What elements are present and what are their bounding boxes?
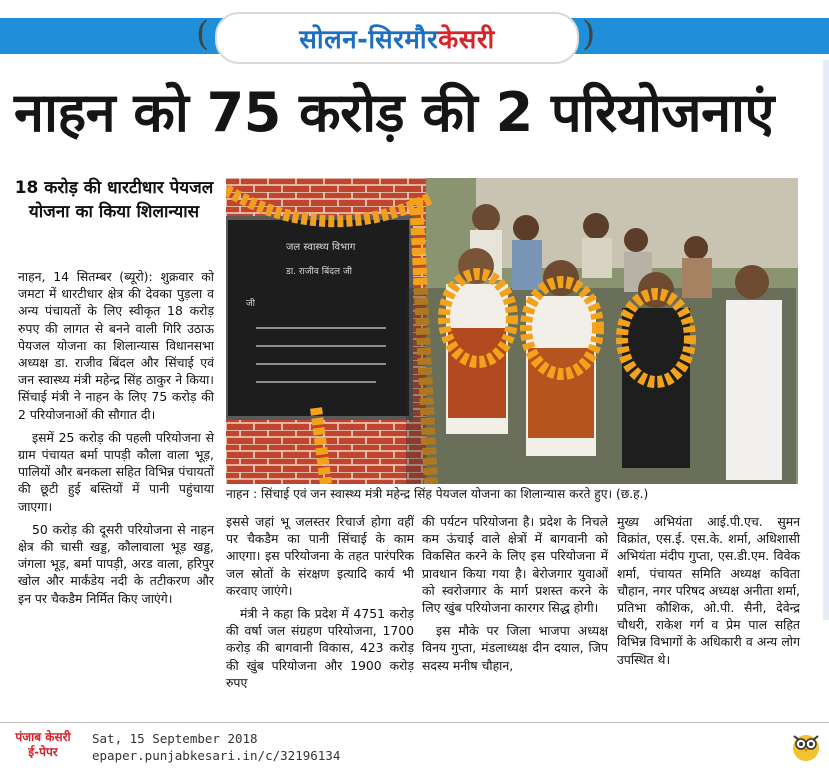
edition-date: Sat, 15 September 2018: [92, 731, 258, 746]
masthead-paren-right: ): [582, 14, 596, 54]
column-3: [422, 513, 608, 680]
brand-subtitle: ई-पेपर: [28, 745, 58, 759]
headline: नाहन को 75 करोड़ की 2 परियोजनाएं: [14, 81, 774, 144]
column-1: [18, 268, 214, 613]
brand-name: पंजाब केसरी: [15, 730, 71, 744]
photo-caption: नाहन : सिंचाई एवं जन स्वास्थ्य मंत्री महेन्द्र सिंह पेयजल योजना का शिलान्यास करते हुए। (छ.ह.): [226, 487, 649, 501]
paragraph: 50 करोड़ की दूसरी परियोजना से नाहन क्षेत्र की चासी खड्ड, कौलावाला भूड़ खड्ड, जंगला भूड़, बर्मा पापड़ी, अरड वाला, हरिपुर खोल और मार्कंडेय नदी के तटीकरण और इन पर चैकडैम निर्मित किए जाएंगे।: [18, 521, 214, 606]
paragraph: इससे जहां भू जलस्तर रिचार्ज होगा वहीं पर चैकडैम का पानी सिंचाई के काम आएगा। इस परियोजना के तहत पारंपरिक जल स्रोतों के संरक्षण इत्यादि कार्य भी करवाए जाएंगे।: [226, 514, 414, 598]
epaper-url[interactable]: epaper.punjabkesari.in/c/32196134: [92, 748, 341, 763]
paragraph: की पर्यटन परियोजना है। प्रदेश के निचले कम ऊंचाई वाले क्षेत्रों में बागवानी को विकसित करने के लिए इस परियोजना में प्रावधान किया गया है। बेरोजगार युवाओं को स्वरोजगार के मार्ग प्रशस्त करने के लिए खुंब परियोजना कारगर सिद्ध होगी।: [422, 514, 608, 616]
masthead: [215, 12, 579, 64]
paragraph: इसमें 25 करोड़ की पहली परियोजना से ग्राम पंचायत बर्मा पापड़ी कौला वाला भूड़, पालियों और बनकला सहित विभिन्न पंचायतों की छूटी हुई बस्तियों में पानी पहुंचाया जाएगा।: [18, 429, 214, 514]
adjacent-page-edge: [823, 60, 829, 620]
photo-illustration: [226, 178, 798, 484]
dateline: नाहन, 14 सितम्बर (ब्यूरो):: [18, 269, 153, 284]
owl-icon[interactable]: [791, 730, 821, 762]
plaque-text-2: डा. राजीव बिंदल जी: [286, 267, 352, 277]
brand-logo: [10, 730, 76, 762]
news-photo: [226, 178, 798, 484]
paragraph: [18, 268, 214, 423]
footer-info: [92, 730, 340, 764]
subhead: 18 करोड़ की धारटीधार पेयजल योजना का किया शिलान्यास: [14, 178, 214, 222]
masthead-paren-left: (: [196, 14, 210, 54]
plaque-text-1: जल स्वास्थ्य विभाग: [286, 242, 356, 253]
footer-divider: [0, 722, 829, 723]
paragraph: मुख्य अभियंता आई.पी.एच. सुमन विक्रांत, एस.ई. एस.के. शर्मा, अधिशासी अभियंता मंदीप गुप्ता, एस.डी.एम. विवेक शर्मा, पंचायत समिति अध्यक्ष कविता चौहान, नगर परिषद अध्यक्ष अनीता शर्मा, प्रतिभा कौशिक, ओ.पी. सैनी, देवेन्द्र चौधरी, राकेश गर्ग व प्रेम पाल सहित विभिन्न विभागों के अधिकारी व अन्य लोग उपस्थित थे।: [617, 514, 800, 667]
column-4: [617, 513, 800, 674]
column-2: [226, 513, 414, 697]
masthead-brand: केसरी: [438, 25, 495, 55]
paragraph: मंत्री ने कहा कि प्रदेश में 4751 करोड़ की वर्षा जल संग्रहण परियोजना, 1700 करोड़ की बागवानी विकास, 423 करोड़ की खुंब परियोजना और 1900 करोड़ रुपए: [226, 606, 414, 690]
paragraph: इस मौके पर जिला भाजपा अध्यक्ष विनय गुप्ता, मंडलाध्यक्ष दीन दयाल, जिप सदस्य मनीष चौहान,: [422, 623, 608, 673]
masthead-region: सोलन-सिरमौर: [299, 25, 439, 55]
paragraph-text: शुक्रवार को जमटा में धारटीधार क्षेत्र की देवका पुड़ला व अन्य पंचायतों के लिए स्वीकृत 18 करोड़ रुपए की लागत से बनने वाली गिरि उठाऊ पेयजल योजना का शिलान्यास विधानसभा अध्यक्ष डा. राजीव बिंदल और सिंचाई एवं जन स्वास्थ्य मंत्री महेन्द्र सिंह ठाकुर ने किया। सिंचाई मंत्री ने नाहन के लिए 75 करोड़ की 2 परियोजनाओं की सौगात दी।: [18, 269, 214, 422]
plaque-text-3: जी: [246, 299, 256, 309]
